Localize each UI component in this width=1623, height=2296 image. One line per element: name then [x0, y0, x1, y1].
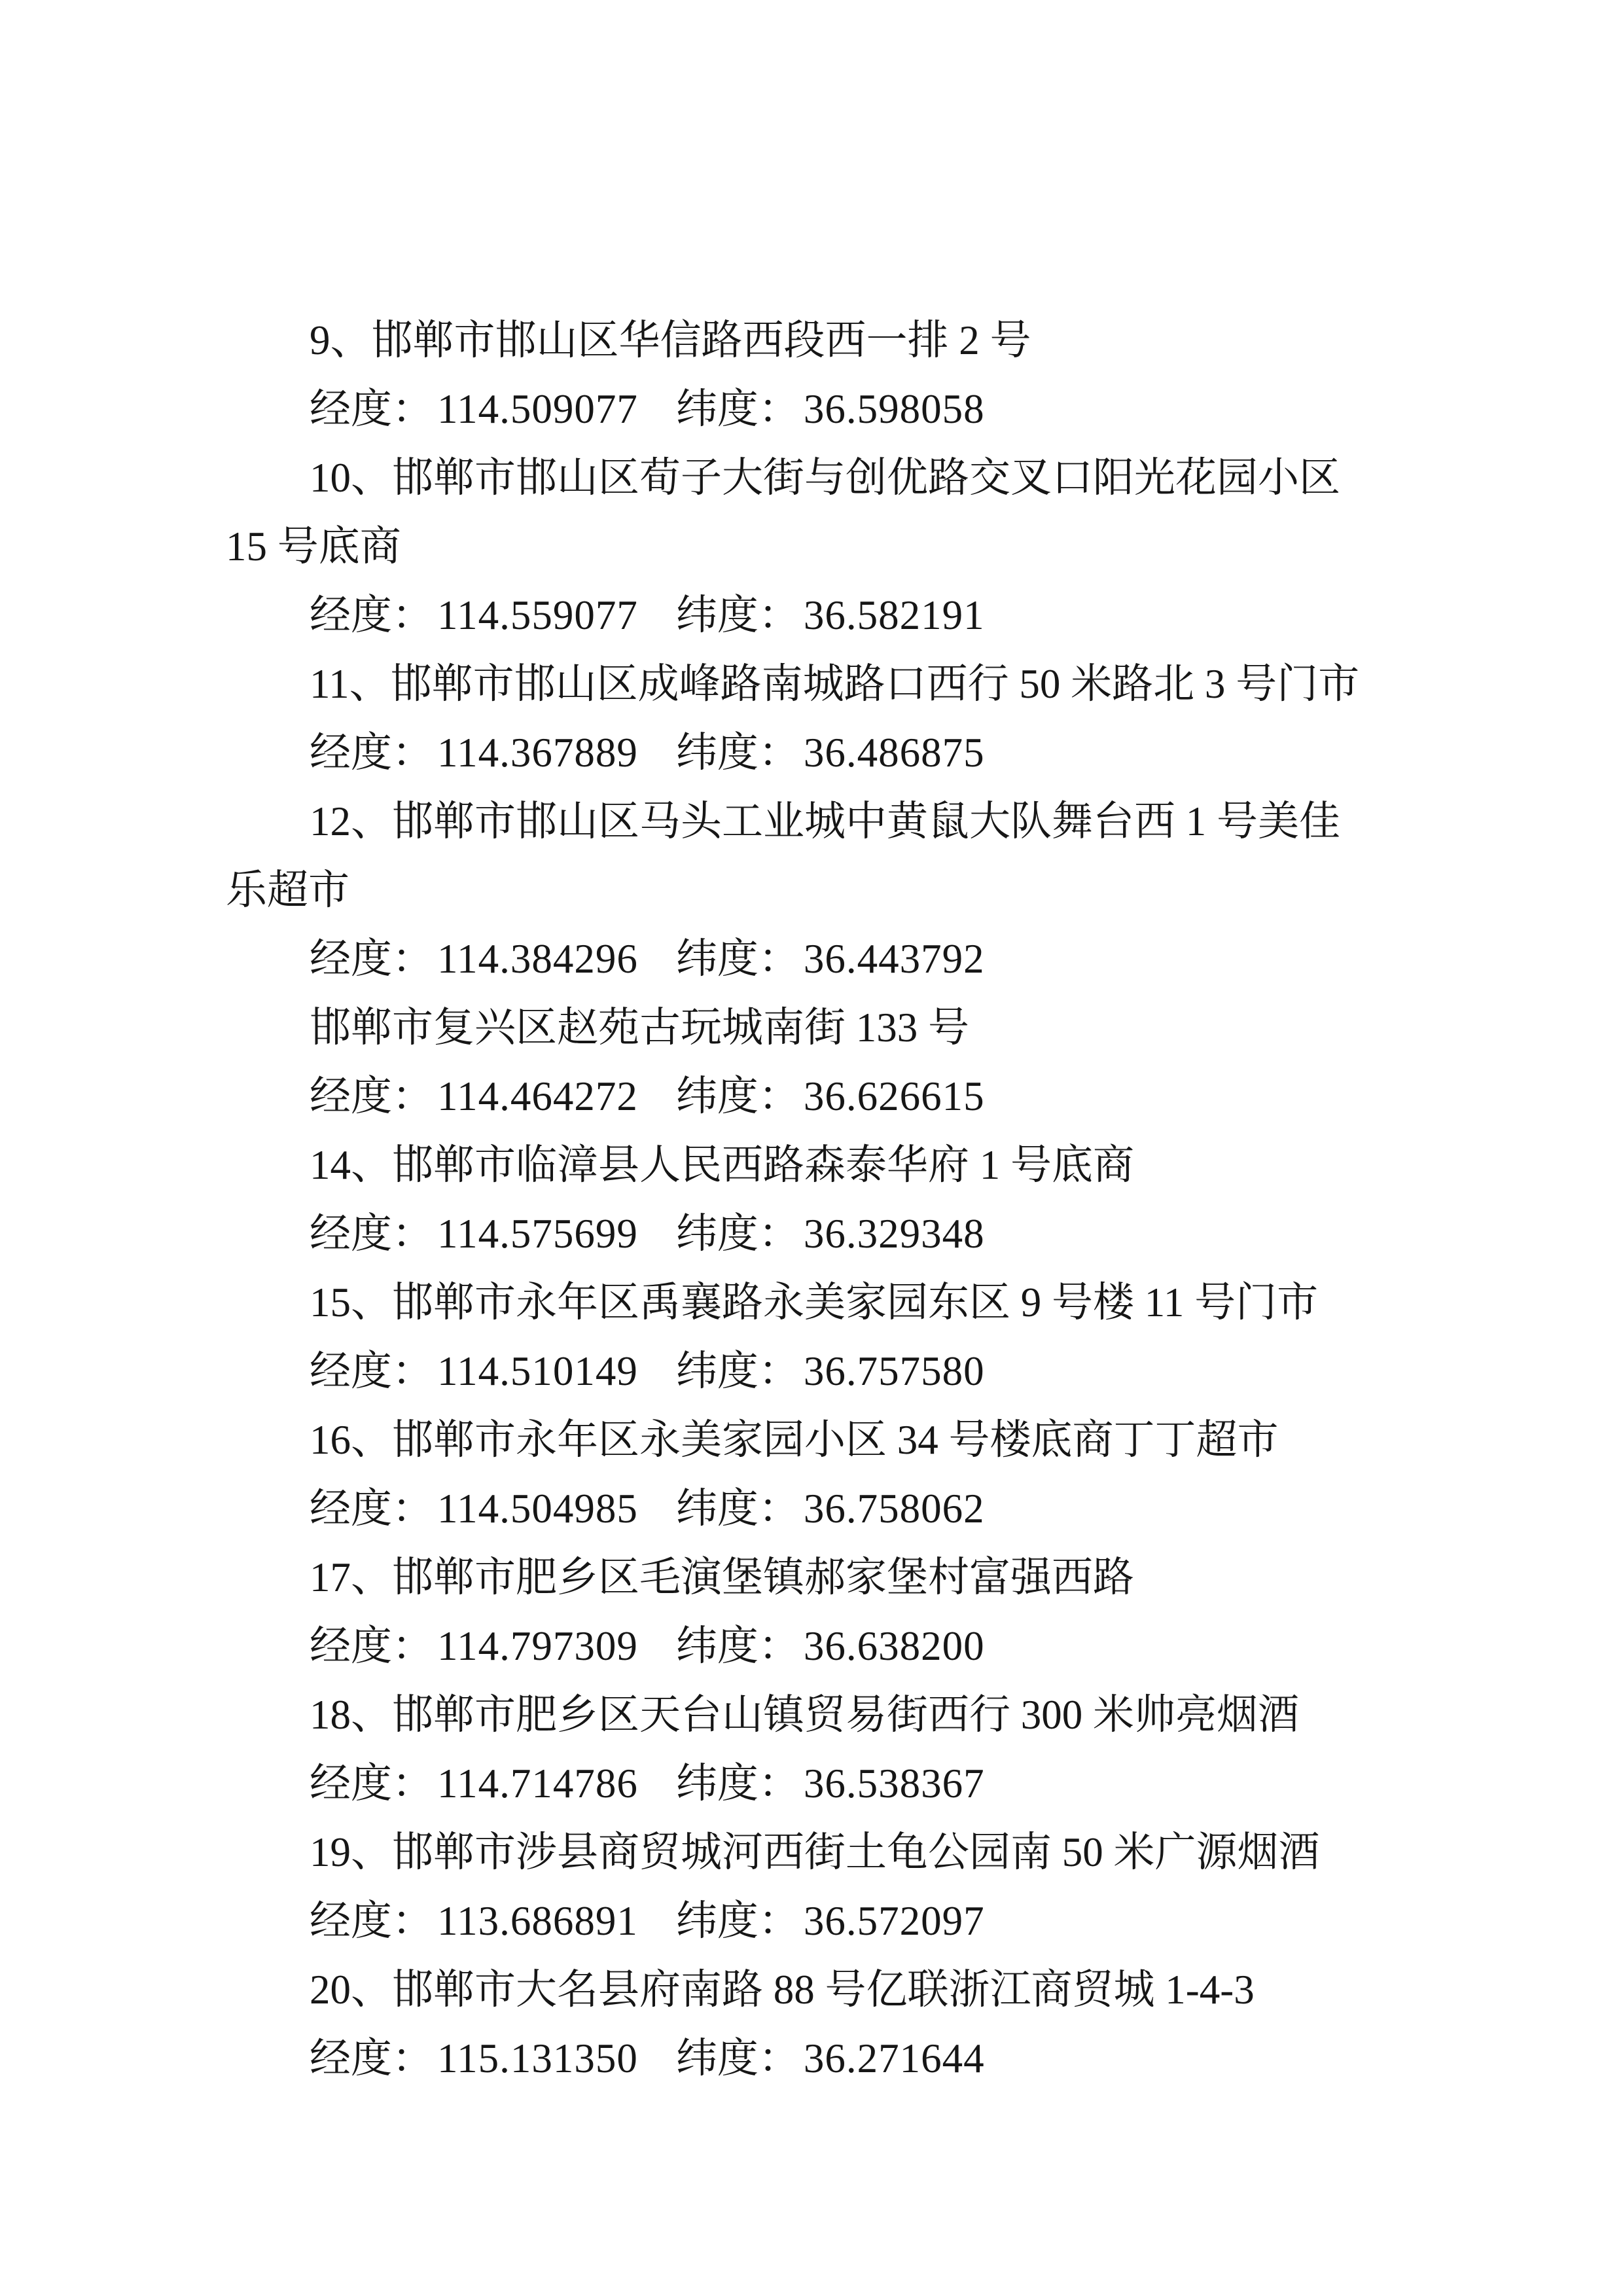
- latitude-value: 36.757580: [803, 1348, 985, 1394]
- latitude-label: 纬度：: [675, 1898, 800, 1944]
- address-list: [226, 306, 1469, 2093]
- latitude-value: 36.329348: [803, 1211, 985, 1257]
- longitude-label: 经度：: [310, 1486, 433, 1532]
- longitude-label: 经度：: [310, 2036, 433, 2081]
- latitude-value: 36.271644: [803, 2036, 985, 2081]
- address-line: 9、邯郸市邯山区华信路西段西一排 2 号: [310, 317, 1031, 363]
- longitude-value: 114.714786: [437, 1761, 638, 1806]
- address-line: 乐超市: [226, 867, 349, 913]
- address-line: 10、邯郸市邯山区荀子大街与创优路交叉口阳光花园小区: [310, 455, 1340, 501]
- address-line: 11、邯郸市邯山区成峰路南城路口西行 50 米路北 3 号门市: [310, 661, 1360, 707]
- longitude-label: 经度：: [310, 1211, 433, 1257]
- address-line: 14、邯郸市临漳县人民西路森泰华府 1 号底商: [310, 1142, 1134, 1188]
- coordinate-line: [226, 375, 1469, 444]
- longitude-value: 114.559077: [437, 592, 638, 638]
- longitude-label: 经度：: [310, 730, 433, 776]
- coordinate-line: [226, 1200, 1469, 1268]
- address-line: 12、邯郸市邯山区马头工业城中黄鼠大队舞台西 1 号美佳: [310, 798, 1340, 844]
- latitude-label: 纬度：: [675, 2036, 800, 2081]
- longitude-value: 114.797309: [437, 1623, 638, 1669]
- latitude-value: 36.582191: [803, 592, 985, 638]
- address-line: 18、邯郸市肥乡区天台山镇贸易街西行 300 米帅亮烟酒: [310, 1692, 1299, 1738]
- coordinate-line: [226, 1337, 1469, 1406]
- longitude-value: 114.367889: [437, 730, 638, 776]
- coordinate-line: [226, 1475, 1469, 1543]
- coordinate-line: [226, 581, 1469, 650]
- longitude-value: 113.686891: [437, 1898, 638, 1944]
- coordinate-line: [226, 2024, 1469, 2093]
- latitude-value: 36.572097: [803, 1898, 985, 1944]
- latitude-label: 纬度：: [675, 1073, 800, 1119]
- coordinate-line: [226, 1612, 1469, 1681]
- address-line: 17、邯郸市肥乡区毛演堡镇郝家堡村富强西路: [310, 1554, 1134, 1600]
- longitude-label: 经度：: [310, 1348, 433, 1394]
- latitude-label: 纬度：: [675, 1623, 800, 1669]
- latitude-value: 36.538367: [803, 1761, 985, 1806]
- latitude-label: 纬度：: [675, 1486, 800, 1532]
- latitude-value: 36.626615: [803, 1073, 985, 1119]
- longitude-value: 114.504985: [437, 1486, 638, 1532]
- longitude-value: 114.384296: [437, 936, 638, 982]
- latitude-label: 纬度：: [675, 1348, 800, 1394]
- latitude-value: 36.638200: [803, 1623, 985, 1669]
- latitude-label: 纬度：: [675, 730, 800, 776]
- latitude-value: 36.443792: [803, 936, 985, 982]
- latitude-label: 纬度：: [675, 936, 800, 982]
- longitude-label: 经度：: [310, 1761, 433, 1806]
- longitude-label: 经度：: [310, 936, 433, 982]
- latitude-value: 36.486875: [803, 730, 985, 776]
- address-line: 邯郸市复兴区赵苑古玩城南街 133 号: [310, 1005, 969, 1050]
- coordinate-line: [226, 1887, 1469, 1956]
- coordinate-line: [226, 1062, 1469, 1131]
- longitude-value: 114.510149: [437, 1348, 638, 1394]
- longitude-label: 经度：: [310, 1898, 433, 1944]
- address-line: 19、邯郸市涉县商贸城河西街土龟公园南 50 米广源烟酒: [310, 1829, 1320, 1875]
- longitude-value: 115.131350: [437, 2036, 638, 2081]
- latitude-value: 36.598058: [803, 386, 985, 432]
- address-line: 16、邯郸市永年区永美家园小区 34 号楼底商丁丁超市: [310, 1417, 1279, 1463]
- latitude-label: 纬度：: [675, 592, 800, 638]
- longitude-value: 114.575699: [437, 1211, 638, 1257]
- address-line: 15 号底商: [226, 524, 401, 569]
- address-line: 20、邯郸市大名县府南路 88 号亿联浙江商贸城 1-4-3: [310, 1967, 1255, 2013]
- latitude-label: 纬度：: [675, 386, 800, 432]
- longitude-label: 经度：: [310, 592, 433, 638]
- latitude-label: 纬度：: [675, 1211, 800, 1257]
- longitude-label: 经度：: [310, 1073, 433, 1119]
- coordinate-line: [226, 719, 1469, 787]
- longitude-label: 经度：: [310, 1623, 433, 1669]
- coordinate-line: [226, 925, 1469, 994]
- latitude-value: 36.758062: [803, 1486, 985, 1532]
- latitude-label: 纬度：: [675, 1761, 800, 1806]
- longitude-value: 114.509077: [437, 386, 638, 432]
- address-line: 15、邯郸市永年区禹襄路永美家园东区 9 号楼 11 号门市: [310, 1280, 1319, 1325]
- coordinate-line: [226, 1749, 1469, 1818]
- longitude-value: 114.464272: [437, 1073, 638, 1119]
- longitude-label: 经度：: [310, 386, 433, 432]
